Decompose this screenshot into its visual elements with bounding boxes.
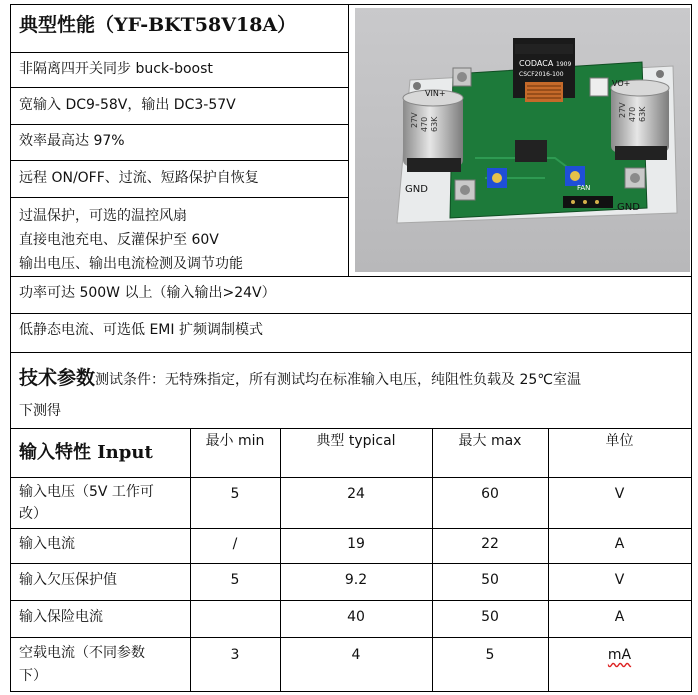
feature-row: 远程 ON/OFF、过流、短路保护自恢复: [19, 170, 259, 186]
value-max: 60: [481, 486, 499, 502]
col-header-unit: 单位: [605, 433, 634, 449]
col-header-max: 最大 max: [458, 433, 522, 449]
inductor-code: 1909: [556, 61, 572, 68]
inductor-brand: CODACA: [519, 59, 554, 68]
grid-line: [10, 4, 11, 692]
label-vin: VIN+: [425, 89, 446, 98]
value-unit: V: [614, 572, 625, 588]
label-gnd-right: GND: [617, 202, 640, 213]
param-name-cont: 下）: [19, 668, 47, 684]
value-typ: 9.2: [344, 572, 368, 588]
grid-line: [10, 637, 692, 638]
value-typ: 19: [347, 536, 365, 552]
feature-row: 过温保护，可选的温控风扇: [19, 208, 187, 224]
feature-row: 效率最高达 97%: [19, 133, 125, 149]
cap-left-line: 470: [420, 116, 429, 132]
grid-line: [10, 313, 692, 314]
label-gnd-left: GND: [405, 184, 428, 195]
grid-line: [10, 528, 692, 529]
tech-params-line: [19, 366, 581, 392]
product-photo: [355, 8, 690, 272]
grid-line: [10, 87, 348, 88]
grid-line: [10, 197, 348, 198]
col-header-min: 最小 min: [205, 433, 265, 449]
grid-line: [10, 428, 692, 429]
cap-right-line: 470: [628, 106, 637, 122]
product-title: 典型性能（YF-BKT58V18A）: [19, 14, 297, 36]
value-unit: [548, 644, 691, 666]
grid-line: [10, 352, 692, 353]
param-name: 输入欠压保护值: [19, 572, 117, 588]
grid-line: [348, 4, 349, 277]
value-max: 22: [481, 536, 499, 552]
value-typ: 24: [347, 486, 365, 502]
inductor-part: CSCF2016-100: [519, 71, 564, 78]
test-condition-note: 测试条件：无特殊指定，所有测试均在标准输入电压，纯阻性负载及 25℃室温: [95, 372, 582, 388]
input-section-title: 输入特性 Input: [19, 442, 153, 463]
grid-line: [10, 4, 692, 5]
grid-line: [10, 691, 692, 692]
value-min: 5: [230, 486, 240, 502]
label-fan: FAN: [577, 184, 591, 192]
cap-left-line: 63K: [430, 116, 439, 132]
label-vo: VO+: [612, 79, 631, 88]
value-min: 3: [230, 647, 240, 663]
grid-line: [10, 276, 692, 277]
value-unit: A: [614, 609, 625, 625]
grid-line: [10, 124, 348, 125]
feature-row: 输出电压、输出电流检测及调节功能: [19, 256, 243, 272]
param-name-cont: 改）: [19, 506, 47, 522]
value-max: 50: [481, 609, 499, 625]
grid-line: [10, 52, 348, 53]
grid-line: [10, 600, 692, 601]
feature-row: 低静态电流、可选低 EMI 扩频调制模式: [19, 322, 263, 338]
cap-right-line: 27V: [618, 102, 627, 118]
grid-line: [10, 160, 348, 161]
value-typ: 4: [351, 647, 361, 663]
param-name: 输入电压（5V 工作可: [19, 484, 154, 500]
feature-row: 直接电池充电、反灌保护至 60V: [19, 232, 219, 248]
grid-line: [10, 563, 692, 564]
value-unit: A: [614, 536, 625, 552]
feature-row: 非隔离四开关同步 buck-boost: [19, 61, 213, 77]
value-min: 5: [230, 572, 240, 588]
value-min: /: [232, 536, 238, 552]
param-name: 输入电流: [19, 536, 75, 552]
grid-line: [10, 477, 692, 478]
grid-line: [691, 4, 692, 692]
unit-ma: mA: [607, 647, 632, 663]
value-max: 50: [481, 572, 499, 588]
value-max: 5: [485, 647, 495, 663]
param-name: 空载电流（不同参数: [19, 645, 145, 661]
tech-params-heading: 技术参数: [19, 367, 96, 389]
cap-right-line: 63K: [638, 106, 647, 122]
param-name: 输入保险电流: [19, 609, 103, 625]
feature-row: 功率可达 500W 以上（输入输出>24V）: [19, 285, 276, 301]
col-header-typ: 典型 typical: [316, 433, 396, 449]
feature-row: 宽输入 DC9-58V，输出 DC3-57V: [19, 97, 236, 113]
test-condition-note-cont: 下测得: [19, 403, 61, 419]
value-unit: V: [614, 486, 625, 502]
cap-left-line: 27V: [410, 112, 419, 128]
value-typ: 40: [347, 609, 365, 625]
